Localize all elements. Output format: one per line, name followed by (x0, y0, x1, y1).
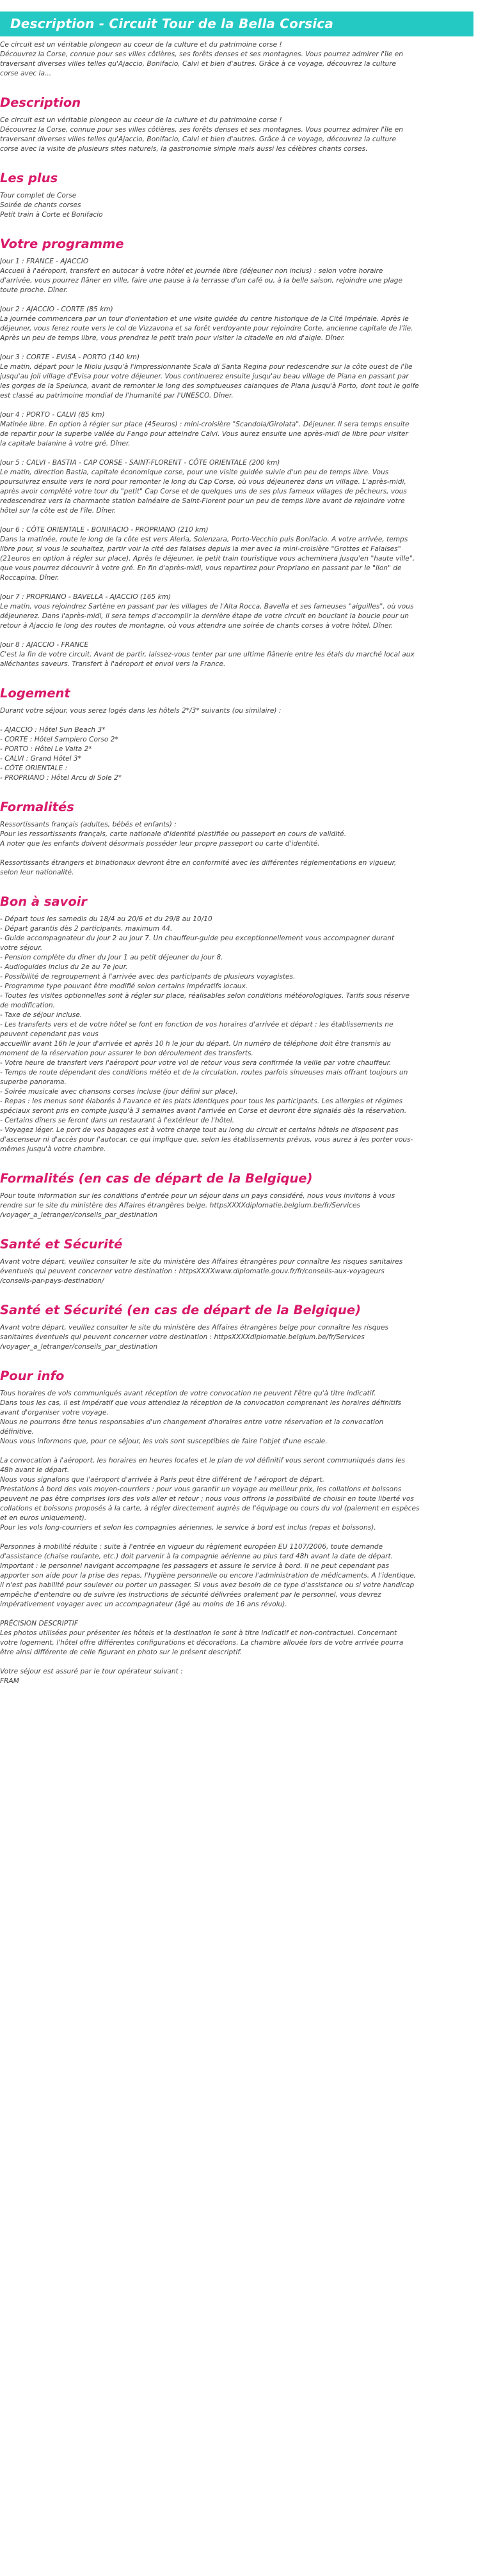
day-text-line: Roccapina. Dîner. (0, 574, 60, 582)
text-line: sanitaires éventuels qui peuvent concerner votre destination : httpsXXXXdiplomatie.belgium.be/fr/Services (0, 1333, 365, 1341)
bon-item: peuvent cependant pas vous (0, 1030, 99, 1038)
text-line: Important : le personnel navigant accompagne les passagers et assure le service à bord. Il ne peut cependant pas (0, 1562, 389, 1570)
info-block (0, 1619, 473, 1657)
day-text-line: après avoir complété votre tour du "petit" Cap Corse et de quelques uns de ses plus fameux villages de pêcheurs, vous (0, 488, 407, 495)
day-text-line: Dans la matinée, route le long de la côte est vers Aleria, Solenzara, Porto-Vecchio puis Bonifacio. A votre arrivée, temps (0, 536, 408, 543)
text-line: Personnes à mobilité réduite : suite à l'entrée en vigueur du règlement européen EU 1107/2006, toute demande (0, 1543, 383, 1551)
day-text-line: est classé au patrimoine mondial de l'humanité par l'UNESCO. Dîner. (0, 392, 234, 400)
plus-item: Petit train à Corte et Bonifacio (0, 211, 103, 219)
bon-item: - Soirée musicale avec chansons corses incluse (jour défini sur place). (0, 1088, 238, 1096)
day-block (0, 353, 473, 401)
day-block (0, 525, 473, 583)
day-text-line: de repartir pour la superbe vallée du Fango pour atteindre Calvi. Vous aurez ensuite une après-midi de libre pour visiter (0, 430, 408, 438)
sante-belgique-heading: Santé et Sécurité (en cas de départ de la Belgique) (0, 1303, 362, 1317)
bon-item: - Repas : les menus sont élaborés à l'avance et les plats identiques pour tous les participants. Les allergies et régimes (0, 1098, 403, 1105)
programme-days (0, 257, 473, 669)
title-banner (0, 12, 473, 36)
text-line: Tous horaires de vols communiqués avant réception de votre convocation ne peuvent l'être qu'à titre indicatif. (0, 1390, 376, 1397)
bon-item: - Possibilité de regroupement à l'arrivée avec des participants de plusieurs voyagistes. (0, 973, 296, 981)
text-line: Dans tous les cas, il est impératif que vous attendiez la réception de la convocation comprenant les horaires définitifs (0, 1399, 401, 1407)
formalites-belgique-heading: Formalités (en cas de départ de la Belgique) (0, 1171, 313, 1186)
text-line: Découvrez la Corse, connue pour ses villes côtières, ses forêts denses et ses montagnes. Vous pourrez admirer l'île en (0, 50, 404, 58)
text-line: Ce circuit est un véritable plongeon au coeur de la culture et du patrimoine corse ! (0, 116, 282, 124)
day-title: Jour 2 : AJACCIO - CORTE (85 km) (0, 306, 113, 313)
bon-item: moment de la réservation pour assurer le bon déroulement des transferts. (0, 1050, 253, 1057)
content (0, 40, 485, 1686)
bon-item: - Votre heure de transfert vers l'aéroport pour votre vol de retour vous sera confirmée la veille par votre chauffeur. (0, 1059, 392, 1067)
bon-item: - Les transferts vers et de votre hôtel se font en fonction de vos horaires d'arrivée et départ : les établissements ne (0, 1021, 394, 1028)
day-block (0, 305, 473, 343)
intro-text (0, 40, 473, 79)
bon-item: - Certains dîners se feront dans un restaurant à l'extérieur de l'hôtel. (0, 1117, 235, 1124)
description-text (0, 116, 473, 154)
day-text-line: Après un peu de temps libre, vous prendrez le petit train pour visiter la citadelle en nid d'aigle. Dîner. (0, 334, 346, 342)
day-text-line: redescendrez vers la charmante station balnéaire de Saint-Florent pour un peu de temps libre avant de rejoindre votre (0, 497, 405, 505)
bon-item: d'ascenseur ni d'accès pour l'autocar, ce qui implique que, selon les établissements prévus, vous aurez à les porter vous- (0, 1136, 413, 1144)
text-line: A noter que les enfants doivent désormais posséder leur propre passeport ou carte d'identité. (0, 840, 320, 848)
text-line: peuvent ne pas être comprises lors des vols aller et retour ; nous vous offrons la possibilité de choisir en toute liberté vos (0, 1495, 414, 1503)
day-text-line: que vous pourrez découvrir à votre gré. En fin d'après-midi, vous repartirez pour Propriano en passant par le "lion" de (0, 564, 402, 572)
day-title: Jour 8 : AJACCIO - FRANCE (0, 641, 89, 649)
text-line: Avant votre départ, veuillez consulter le site du ministère des Affaires étrangères pour connaître les risques sanitaires (0, 1258, 403, 1266)
bon-item: - Programme type pouvant être modifié selon certains impératifs locaux. (0, 982, 248, 990)
day-text-line: (21euros en option à régler sur place). Après le déjeuner, le petit train touristique vous acheminera jusqu'en "haute ville", (0, 555, 415, 563)
text-line: traversant diverses villes telles qu'Ajaccio, Bonifacio, Calvi et bien d'autres. Grâce à ce voyage, découvrez la culture (0, 136, 397, 143)
bon-a-savoir-list (0, 915, 473, 1154)
day-title: Jour 3 : CORTE - EVISA - PORTO (140 km) (0, 353, 140, 361)
info-block (0, 1542, 473, 1610)
formalites-block-1 (0, 820, 473, 849)
plus-heading: Les plus (0, 171, 58, 185)
programme-heading: Votre programme (0, 237, 124, 251)
text-line: 48h avant le départ. (0, 1466, 70, 1474)
sante-belgique-text (0, 1323, 473, 1352)
bon-item: superbe panorama. (0, 1078, 67, 1086)
text-line: Ressortissants étrangers et binationaux devront être en conformité avec les différentes réglementations en vigueur, (0, 859, 397, 867)
bon-item: - Pension complète du dîner du Jour 1 au petit déjeuner du jour 8. (0, 954, 223, 961)
bon-item: - Départ garantis dès 2 participants, maximum 44. (0, 925, 173, 933)
sante-heading: Santé et Sécurité (0, 1237, 123, 1252)
text-line: Votre séjour est assuré par le tour opérateur suivant : (0, 1668, 183, 1675)
info-heading: Pour info (0, 1369, 65, 1383)
day-block (0, 640, 473, 669)
day-text-line: alléchantes saveurs. Transfert à l'aéroport et envol vers la France. (0, 660, 226, 668)
day-block (0, 593, 473, 631)
page (0, 12, 485, 1686)
text-line: collations et boissons proposés à la carte, à régler directement auprès de l'équipage ou cours du vol (paiement en espèces (0, 1505, 420, 1512)
logement-intro: Durant votre séjour, vous serez logés dans les hôtels 2*/3* suivants (ou similaire) : (0, 707, 282, 715)
day-text-line: poursuivrez ensuite vers le nord pour remonter le long du Cap Corse, où vous déjeunerez dans un village. L'après-midi, (0, 478, 406, 486)
text-line: et en euros uniquement). (0, 1514, 87, 1522)
day-text-line: C'est la fin de votre circuit. Avant de partir, laissez-vous tenter par une ultime flânerie entre les étals du marché local aux (0, 651, 415, 658)
day-text-line: libre pour, si vous le souhaitez, partir voir la cité des falaises depuis la mer avec la mini-croisière "Grottes et Falaises" (0, 545, 401, 553)
formalites-heading: Formalités (0, 800, 74, 814)
page-title: Description - Circuit Tour de la Bella Corsica (10, 16, 334, 31)
text-line: votre logement, l'hôtel offre différentes configurations et décorations. La chambre allouée lors de votre arrivée pourra (0, 1639, 404, 1647)
text-line: Prestations à bord des vols moyen-courriers : pour vous garantir un voyage au meilleur prix, les collations et boissons (0, 1486, 402, 1493)
bon-item: - Guide accompagnateur du jour 2 au jour 7. Un chauffeur-guide peu exceptionnellement vous accompagner durant (0, 935, 395, 942)
text-line: apporter son aide pour la prise des repas, l'hygiène personnelle ou encore l'administration de médicaments. A l'identique, (0, 1572, 417, 1579)
text-line: FRAM (0, 1677, 19, 1685)
day-title: Jour 7 : PROPRIANO - BAVELLA - AJACCIO (165 km) (0, 593, 171, 601)
text-line: corse avec la visite de plusieurs sites naturels, la gastronomie simple mais aussi les célèbres chants corses. (0, 145, 368, 153)
info-block (0, 1667, 473, 1686)
hotel-item: - AJACCIO : Hôtel Sun Beach 3* (0, 726, 106, 734)
day-text-line: Le matin, direction Bastia, capitale économique corse, pour une visite guidée suivie d'un peu de temps libre. Vous (0, 469, 389, 476)
info-block (0, 1389, 473, 1447)
text-line: Découvrez la Corse, connue pour ses villes côtières, ses forêts denses et ses montagnes. Vous pourrez admirer l'île en (0, 126, 404, 134)
formalites-belgique-text (0, 1191, 473, 1220)
day-title: Jour 6 : CÔTE ORIENTALE - BONIFACIO - PROPRIANO (210 km) (0, 526, 209, 534)
sante-text (0, 1257, 473, 1286)
bon-item: - Toutes les visites optionnelles sont à régler sur place, réalisables selon conditions météorologiques. Tarifs sous réserve (0, 992, 410, 1000)
bon-item: mêmes jusqu'à votre chambre. (0, 1145, 106, 1153)
day-block (0, 458, 473, 516)
logement-heading: Logement (0, 686, 70, 701)
text-line: Pour toute information sur les conditions d'entrée pour un séjour dans un pays considéré, nous vous invitons à vous (0, 1192, 395, 1200)
text-line: rendre sur le site du ministère des Affaires étrangères belge. httpsXXXXdiplomatie.belgium.be/fr/Services (0, 1202, 360, 1209)
bon-item: - Temps de route dépendant des conditions météo et de la circulation, routes parfois sinueuses mais offrant toujours un (0, 1069, 408, 1076)
text-line: /conseils-par-pays-destination/ (0, 1277, 104, 1285)
hotel-item: - CALVI : Grand Hôtel 3* (0, 755, 81, 763)
hotel-item: - PORTO : Hôtel Le Vaita 2* (0, 745, 92, 753)
text-line: selon leur nationalité. (0, 869, 74, 876)
text-line: avant d'organiser votre voyage. (0, 1409, 109, 1416)
text-line: corse avec la... (0, 70, 52, 77)
plus-item: Soirée de chants corses (0, 201, 81, 209)
bon-item: accueillir avant 16h le jour d'arrivée et après 10 h le jour du départ. Un numéro de téléphone doit être transmis au (0, 1040, 391, 1048)
text-line: traversant diverses villes telles qu'Ajaccio, Bonifacio, Calvi et bien d'autres. Grâce à ce voyage, découvrez la culture (0, 60, 397, 68)
day-text-line: la capitale balanine à votre gré. Dîner. (0, 440, 131, 447)
description-heading: Description (0, 95, 81, 110)
text-line: PRÉCISION DESCRIPTIF (0, 1620, 78, 1627)
hotel-item: - CÔTE ORIENTALE : (0, 764, 68, 772)
day-block (0, 257, 473, 295)
info-block (0, 1456, 473, 1533)
hotel-item: - CORTE : Hôtel Sampiero Corso 2* (0, 736, 118, 743)
text-line: il n'est pas habilité pour soulever ou porter un passager. Si vous avez besoin de ce type d'assistance ou si votre handicap (0, 1581, 415, 1589)
day-title: Jour 5 : CALVI - BASTIA - CAP CORSE - SAINT-FLORENT - CÔTE ORIENTALE (200 km) (0, 459, 280, 467)
formalites-block-2 (0, 858, 473, 878)
day-text-line: Le matin, vous rejoindrez Sartène en passant par les villages de l'Alta Rocca, Bavella et ses fameuses "aiguilles", où vous (0, 603, 414, 610)
day-text-line: jusqu'au joli village d'Evisa pour votre déjeuner. Vous continuerez ensuite jusqu'au beau village de Piana en passant par (0, 373, 409, 380)
text-line: Nous ne pourrons être tenus responsables d'un changement d'horaires entre votre réservation et la convocation (0, 1418, 384, 1426)
text-line: définitive. (0, 1428, 34, 1436)
day-title: Jour 1 : FRANCE - AJACCIO (0, 258, 89, 265)
text-line: impérativement voyager avec un accompagnateur (âgé au moins de 16 ans révolu). (0, 1601, 287, 1608)
text-line: empêche d'entendre ou de suivre les instructions de sécurité délivrées oralement par le personnel, vous devrez (0, 1591, 381, 1599)
text-line: Pour les ressortissants français, carte nationale d'identité plastifiée ou passeport en cours de validité. (0, 830, 347, 838)
logement-list (0, 725, 473, 783)
text-line: Les photos utilisées pour présenter les hôtels et la destination le sont à titre indicatif et non-contractuel. Concernant (0, 1629, 397, 1637)
text-line: Nous vous signalons que l'aéroport d'arrivée à Paris peut être différent de l'aéroport de départ. (0, 1476, 324, 1484)
text-line: /voyager_a_letranger/conseils_par_destination (0, 1343, 158, 1351)
text-line: Ressortissants français (adultes, bébés et enfants) : (0, 821, 177, 828)
plus-list (0, 191, 473, 220)
bon-a-savoir-heading: Bon à savoir (0, 894, 88, 909)
text-line: Avant votre départ, veuillez consulter le site du ministère des Affaires étrangères belge pour connaître les risques (0, 1324, 389, 1331)
day-text-line: toute proche. Dîner. (0, 286, 68, 294)
day-text-line: déjeuner, vous ferez route vers le col de Vizzavona et sa forêt verdoyante pour rejoindre Corte, ancienne capitale de l'île. (0, 325, 413, 332)
bon-item: - Départ tous les samedis du 18/4 au 20/6 et du 29/8 au 10/10 (0, 915, 212, 923)
day-block (0, 410, 473, 449)
day-title: Jour 4 : PORTO - CALVI (85 km) (0, 411, 105, 419)
text-line: La convocation à l'aéroport, les horaires en heures locales et le plan de vol définitif vous seront communiqués dans les (0, 1457, 406, 1464)
text-line: /voyager_a_letranger/conseils_par_destination (0, 1211, 158, 1219)
bon-item: spéciaux seront pris en compte jusqu'à 3 semaines avant l'arrivée en Corse et devront être signalés dès la réservation. (0, 1107, 407, 1115)
text-line: Nous vous informons que, pour ce séjour, les vols sont susceptibles de faire l'objet d'une escale. (0, 1438, 328, 1445)
bon-item: - Taxe de séjour incluse. (0, 1011, 83, 1019)
day-text-line: les gorges de la Spelunca, avant de remonter le long des somptueuses calanques de Piana jusqu'à Porto, dont tout le golfe (0, 382, 419, 390)
text-line: Pour les vols long-courriers et selon les compagnies aériennes, le service à bord est inclus (repas et boissons). (0, 1524, 376, 1532)
bon-item: votre séjour. (0, 944, 43, 952)
day-text-line: retour à Ajaccio le long des routes de montagne, où vous attendra une soirée de chants corses à votre hôtel. Dîner. (0, 622, 394, 630)
bon-item: - Audioguides inclus du 2e au 7e jour. (0, 963, 128, 971)
text-line: Ce circuit est un véritable plongeon au coeur de la culture et du patrimoine corse ! (0, 41, 282, 49)
text-line: éventuels qui peuvent concerner votre destination : httpsXXXXwww.diplomatie.gouv.fr/fr/conseils-aux-voyageurs (0, 1268, 385, 1275)
day-text-line: Accueil à l'aéroport, transfert en autocar à votre hôtel et journée libre (déjeuner non inclus) : selon votre horaire (0, 267, 383, 275)
bon-item: - Voyagez léger. Le port de vos bagages est à votre charge tout au long du circuit et certains hôtels ne disposent pas (0, 1126, 399, 1134)
plus-item: Tour complet de Corse (0, 192, 77, 199)
text-line: être ainsi différente de celle figurant en photo sur le présent descriptif. (0, 1649, 242, 1656)
day-text-line: La journée commencera par un tour d'orientation et une visite guidée du centre historique de la Cité Impériale. Après le (0, 315, 409, 323)
hotel-item: - PROPRIANO : Hôtel Arcu di Sole 2* (0, 774, 122, 782)
day-text-line: Matinée libre. En option à régler sur place (45euros) : mini-croisière "Scandola/Girolata". Déjeuner. Il sera temps ensuite (0, 421, 409, 428)
text-line: d'assistance (chaise roulante, etc.) doit parvenir à la compagnie aérienne au plus tard 48h avant la date de départ. (0, 1553, 393, 1560)
day-text-line: d'arrivée, vous pourrez flâner en ville, faire une pause à la terrasse d'un café ou, à la belle saison, rejoindre une plage (0, 277, 403, 284)
bon-item: de modification. (0, 1002, 55, 1009)
day-text-line: Le matin, départ pour le Niolu jusqu'à l'impressionnante Scala di Santa Regina pour redescendre sur la côte ouest de l'île (0, 363, 413, 371)
info-blocks (0, 1389, 473, 1686)
day-text-line: hôtel sur la côte est de l'île. Dîner. (0, 507, 116, 515)
day-text-line: déjeunerez. Dans l'après-midi, il sera temps d'accomplir la dernière étape de votre circuit en bouclant la boucle pour un (0, 612, 409, 620)
